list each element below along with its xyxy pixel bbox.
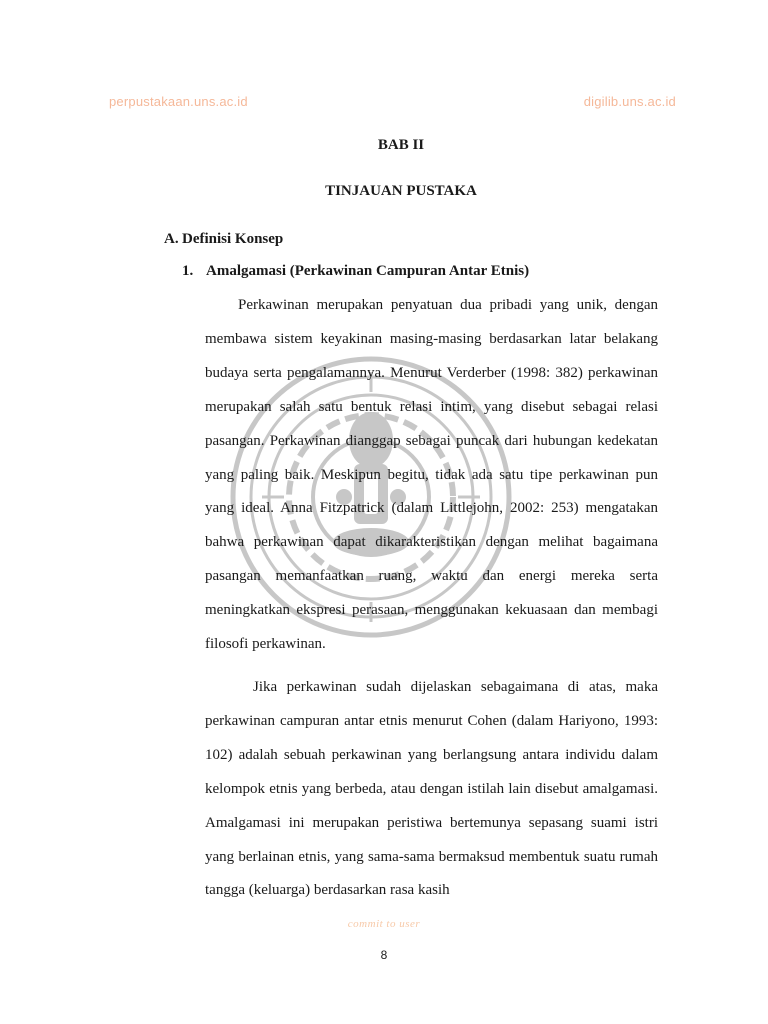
page-number: 8 xyxy=(380,948,388,962)
chapter-title: TINJAUAN PUSTAKA xyxy=(325,183,477,199)
body-paragraph: Perkawinan merupakan penyatuan dua pribadi yang unik, dengan membawa sistem keyakinan masing-masing berdasarkan latar belakang budaya serta pengalamannya. Menurut Verderber (1998: 382) perkawinan merupakan salah satu bentuk relasi intim, yang disebut sebagai relasi pasangan. Perkawinan dianggap sebagai puncak dari hubungan kedekatan yang paling baik. Meskipun begitu, tidak ada satu tipe perkawinan pun yang ideal. Anna Fitzpatrick (dalam Littlejohn, 2002: 253) mengatakan bahwa perkawinan dapat dikarakteristikan dengan melihat bagaimana pasangan memanfaatkan ruang, waktu dan energi mereka serta meningkatkan ekspresi perasaan, menggunakan kekuasaan dan membagi filosofi perkawinan. xyxy=(205,297,658,653)
section-number: A. xyxy=(164,231,179,247)
subsection-title: Amalgamasi (Perkawinan Campuran Antar Etnis) xyxy=(206,263,530,279)
chapter-heading: BAB II xyxy=(377,137,425,153)
subsection-heading xyxy=(182,263,529,280)
header-link-perpustakaan[interactable]: perpustakaan.uns.ac.id xyxy=(109,94,248,109)
section-heading xyxy=(164,231,283,248)
subsection-number: 1. xyxy=(182,263,194,279)
header-link-digilib[interactable]: digilib.uns.ac.id xyxy=(583,94,676,109)
body-paragraph: Jika perkawinan sudah dijelaskan sebagaimana di atas, maka perkawinan campuran antar etnis menurut Cohen (dalam Hariyono, 1993: 102) adalah sebuah perkawinan yang berlangsung antara individu dalam kelompok etnis yang berbeda, atau dengan istilah lain disebut amalgamasi. Amalgamasi ini merupakan peristiwa bertemunya sepasang suami istri yang berlainan etnis, yang sama-sama bermaksud membentuk suatu rumah tangga (keluarga) berdasarkan rasa kasih xyxy=(205,679,658,899)
section-title: Definisi Konsep xyxy=(182,231,284,247)
footer-commit-note: commit to user xyxy=(347,918,421,930)
